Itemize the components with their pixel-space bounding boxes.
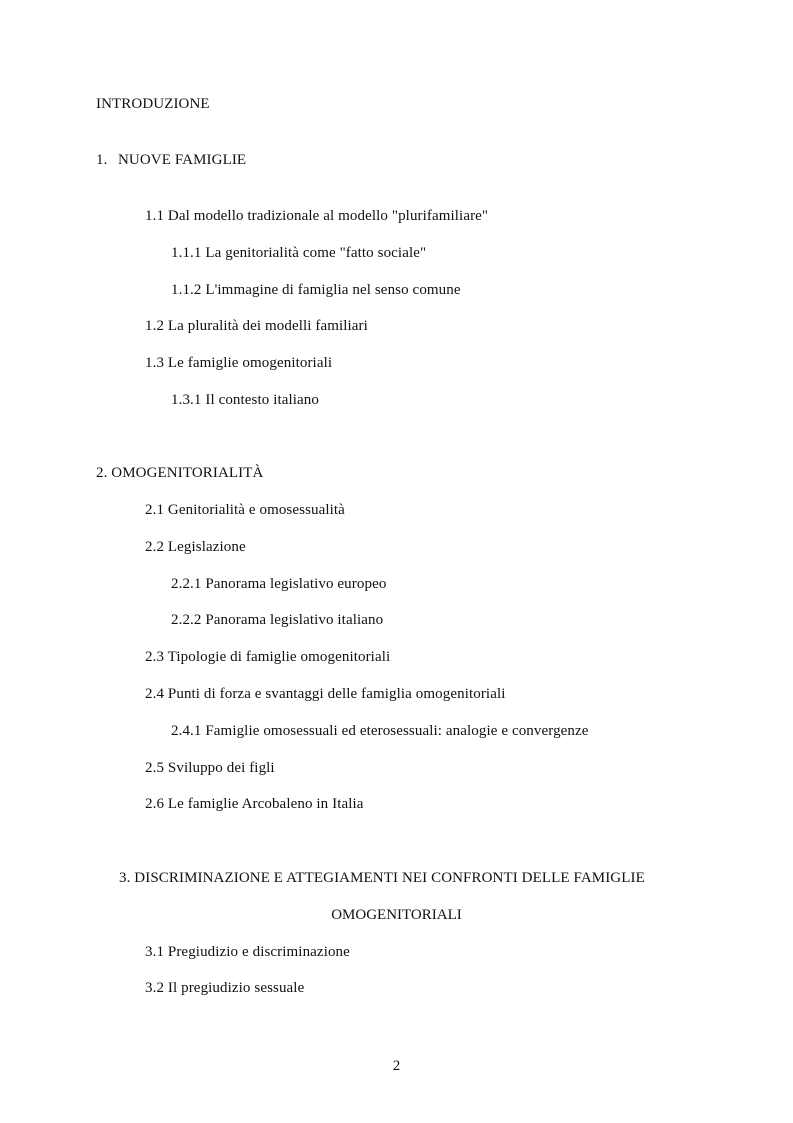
toc-subsection-2-2-1: 2.2.1 Panorama legislativo europeo xyxy=(171,576,387,592)
toc-chapter-2: 2. OMOGENITORIALITÀ xyxy=(96,465,264,481)
toc-section-1-3: 1.3 Le famiglie omogenitoriali xyxy=(145,355,333,371)
toc-section-2-2: 2.2 Legislazione xyxy=(145,539,246,555)
toc-section-2-4: 2.4 Punti di forza e svantaggi delle famiglia omogenitoriali xyxy=(145,686,506,702)
toc-chapter-3-line-2 xyxy=(0,905,793,925)
toc-section-2-6: 2.6 Le famiglie Arcobaleno in Italia xyxy=(145,796,364,812)
toc-chapter-3-line-1: 3. DISCRIMINAZIONE E ATTEGIAMENTI NEI CONFRONTI DELLE FAMIGLIE xyxy=(119,870,645,886)
toc-subsection-1-1-2: 1.1.2 L'immagine di famiglia nel senso comune xyxy=(171,282,461,298)
toc-subsection-1-1-1: 1.1.1 La genitorialità come "fatto sociale" xyxy=(171,245,427,261)
toc-subsection-1-3-1: 1.3.1 Il contesto italiano xyxy=(171,392,319,408)
chapter-1-title: NUOVE FAMIGLIE xyxy=(118,152,247,168)
toc-introduction: INTRODUZIONE xyxy=(96,96,210,112)
toc-section-2-3: 2.3 Tipologie di famiglie omogenitoriali xyxy=(145,649,391,665)
toc-subsection-2-4-1: 2.4.1 Famiglie omosessuali ed eterosessuali: analogie e convergenze xyxy=(171,723,589,739)
toc-section-2-5: 2.5 Sviluppo dei figli xyxy=(145,760,275,776)
toc-section-1-1: 1.1 Dal modello tradizionale al modello "plurifamiliare" xyxy=(145,208,489,224)
toc-chapter-1 xyxy=(96,150,246,170)
chapter-1-number: 1. xyxy=(96,152,108,168)
toc-section-1-2: 1.2 La pluralità dei modelli familiari xyxy=(145,318,368,334)
page-number: 2 xyxy=(392,1058,401,1074)
toc-section-2-1: 2.1 Genitorialità e omosessualità xyxy=(145,502,345,518)
toc-section-3-2: 3.2 Il pregiudizio sessuale xyxy=(145,980,305,996)
toc-section-3-1: 3.1 Pregiudizio e discriminazione xyxy=(145,944,350,960)
chapter-3-title-continuation: OMOGENITORIALI xyxy=(331,907,462,923)
toc-subsection-2-2-2: 2.2.2 Panorama legislativo italiano xyxy=(171,612,384,628)
